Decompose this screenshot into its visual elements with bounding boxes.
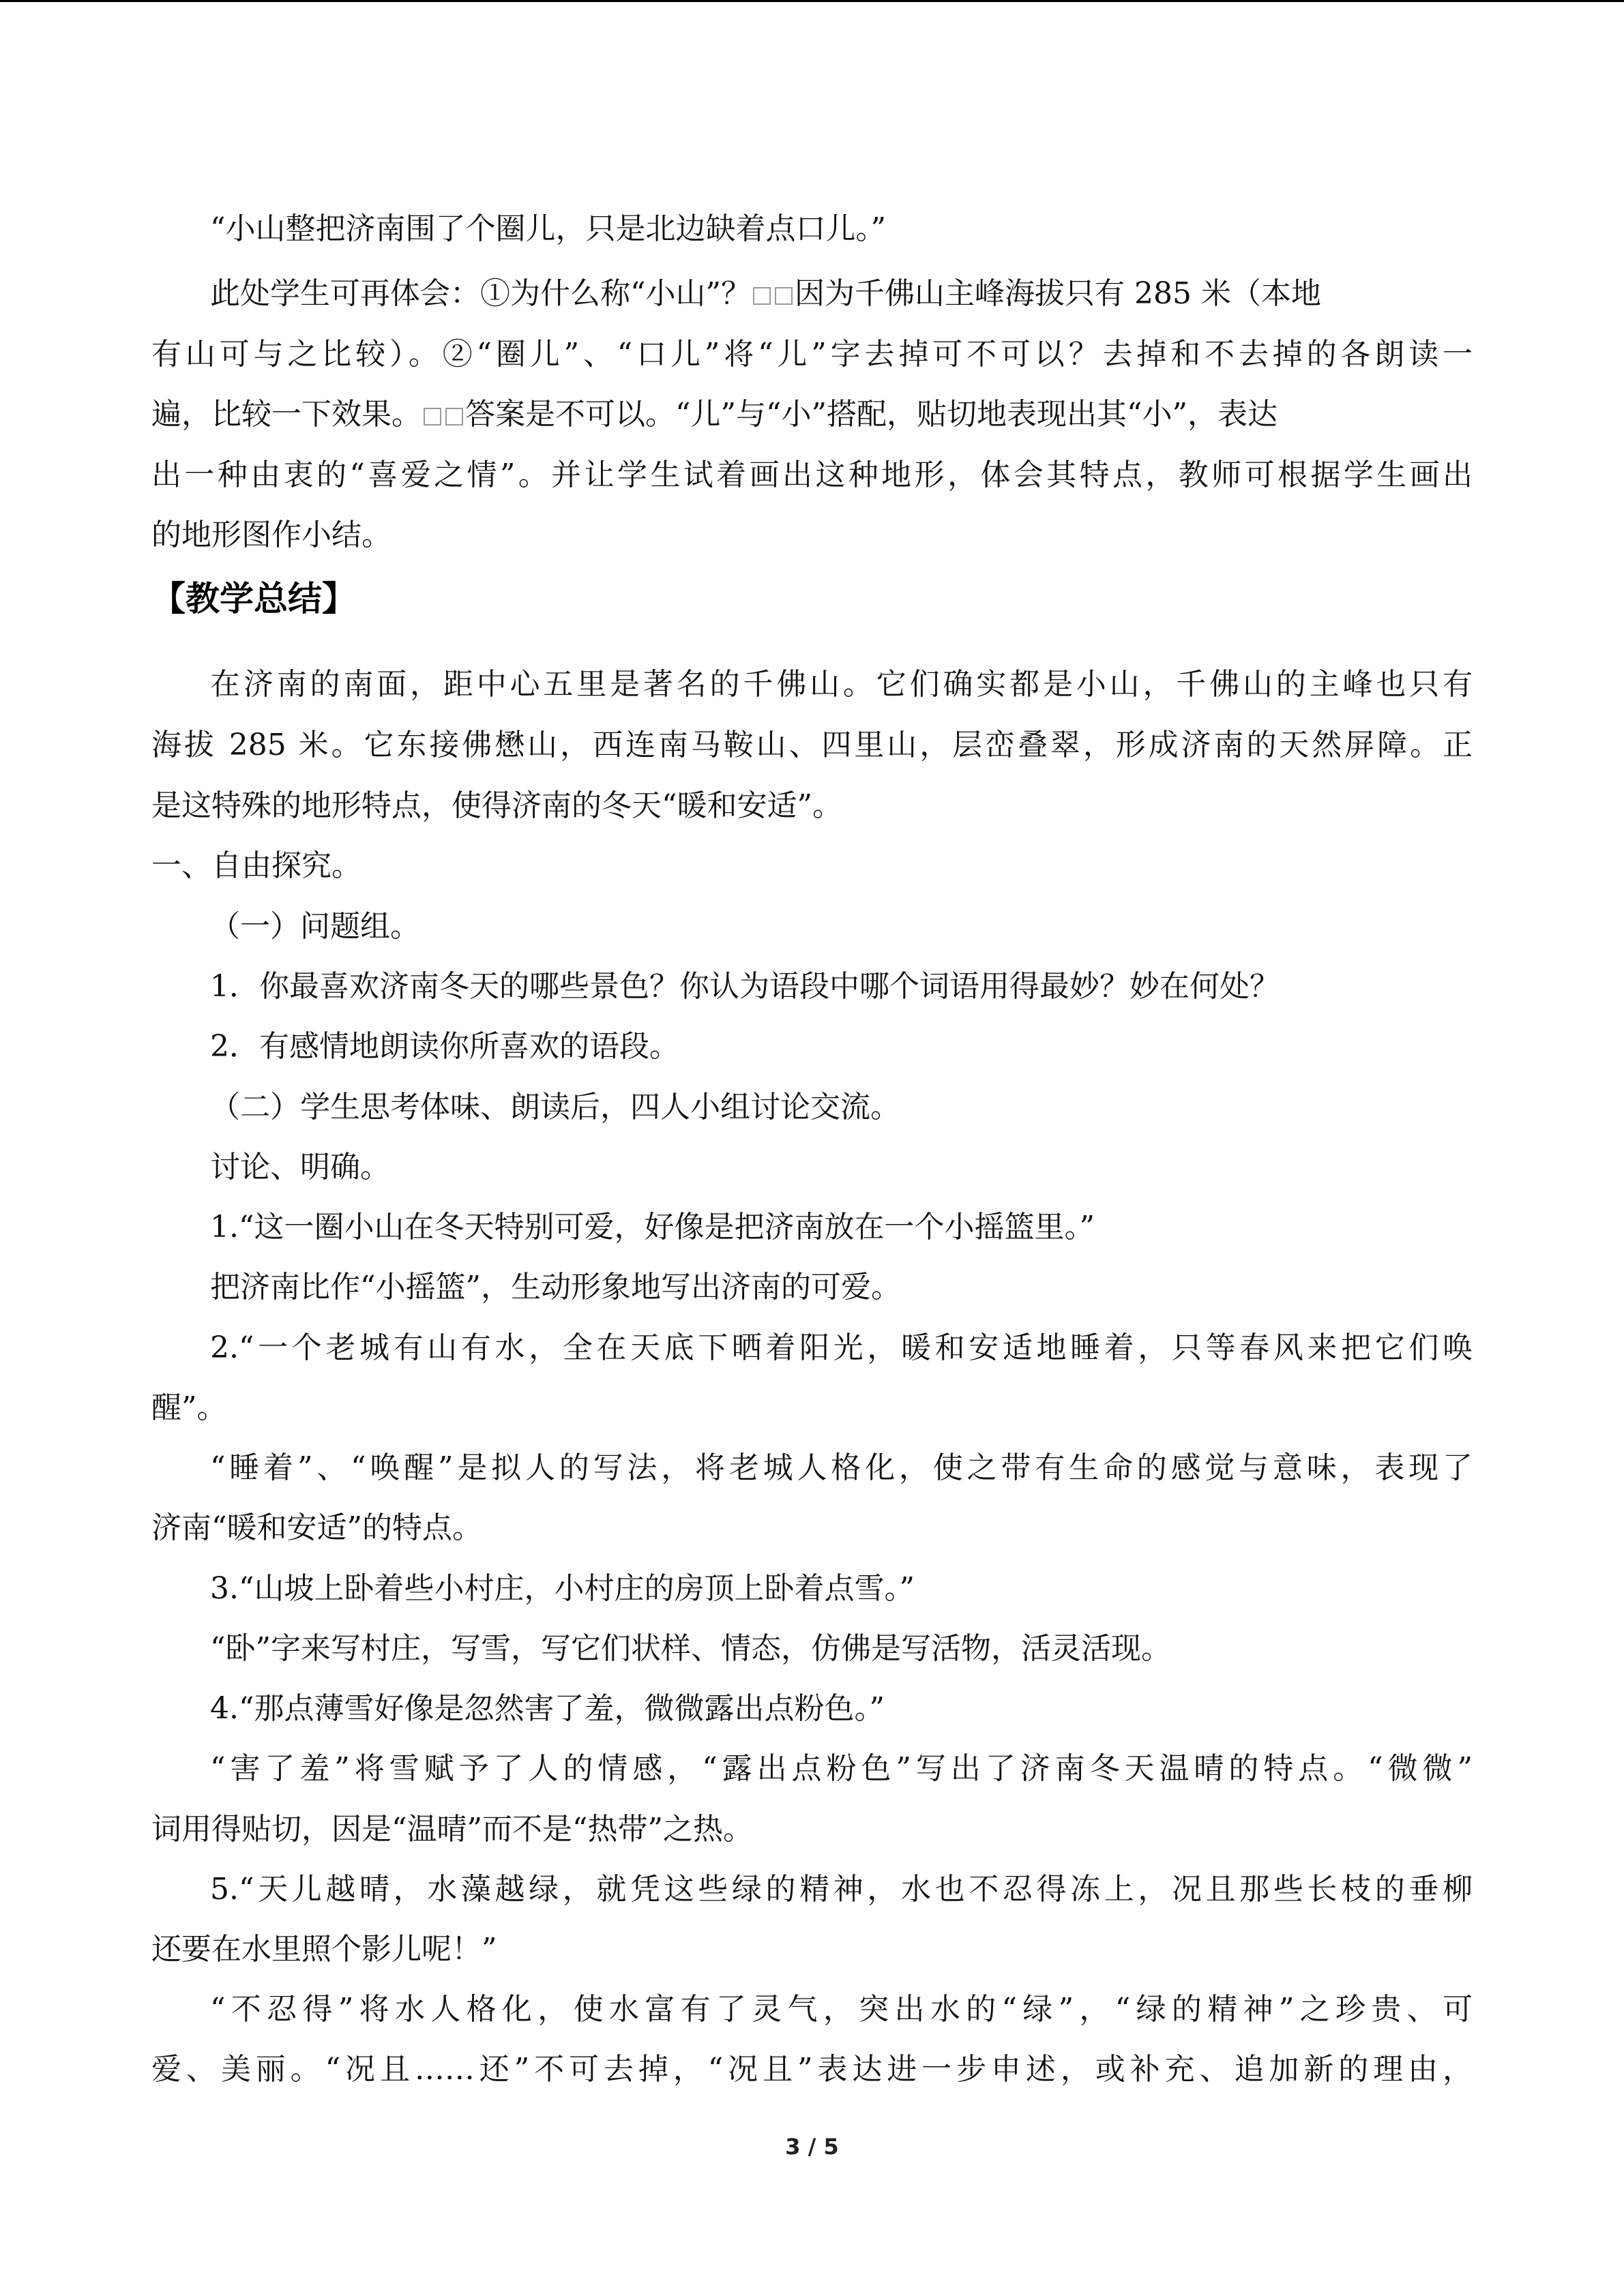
missing-glyph-box [445,408,463,426]
subsection-title: （二）学生思考体味、朗读后，四人小组讨论交流。 [210,1090,900,1124]
text-segment: 因为千佛山主峰海拔只有 285 米（本地 [795,276,1321,311]
paragraph-line: 词用得贴切，因是“温晴”而不是“热带”之热。 [151,1812,753,1847]
paragraph-line: 讨论、明确。 [210,1150,390,1184]
missing-glyph-box [775,287,793,305]
quote-line: 1.“这一圈小山在冬天特别可爱，好像是把济南放在一个小摇篮里。” [210,1210,1095,1244]
paragraph-line: 海拔 285 米。它东接佛懋山，西连南马鞍山、四里山，层峦叠翠，形成济南的天然屏障。正 [151,728,1473,762]
paragraph-line [151,394,1278,435]
paragraph-line: 把济南比作“小摇篮”，生动形象地写出济南的可爱。 [210,1270,901,1304]
question-item: 2．有感情地朗读你所喜欢的语段。 [210,1029,679,1064]
quote-line: “小山整把济南围了个圈儿，只是北边缺着点口儿。” [210,211,886,246]
missing-glyph-box [753,287,771,305]
quote-line: 还要在水里照个影儿呢！” [151,1932,497,1967]
paragraph-line: 的地形图作小结。 [151,518,392,552]
section-heading: 【教学总结】 [151,579,356,618]
question-item: 1．你最喜欢济南冬天的哪些景色？你认为语段中哪个词语用得最妙？妙在何处？ [210,969,1280,1004]
section-title: 一、自由探究。 [151,848,361,883]
paragraph-line: “卧”字来写村庄，写雪，写它们状样、情态，仿佛是写活物，活灵活现。 [210,1631,1171,1666]
quote-line: 4.“那点薄雪好像是忽然害了羞，微微露出点粉色。” [210,1691,885,1726]
paragraph-line [210,273,1321,314]
quote-line: 3.“山坡上卧着些小村庄，小村庄的房顶上卧着点雪。” [210,1571,915,1606]
quote-line: 2.“一个老城有山有水，全在天底下晒着阳光，暖和安适地睡着，只等春风来把它们唤 [210,1330,1473,1365]
page-number: 3 / 5 [785,2134,839,2160]
subsection-title: （一）问题组。 [210,909,420,944]
quote-line: 醒”。 [151,1390,227,1425]
paragraph-line: “害了羞”将雪赋予了人的情感，“露出点粉色”写出了济南冬天温晴的特点。“微微” [210,1751,1473,1786]
text-segment: 答案是不可以。“儿”与“小”搭配，贴切地表现出其“小”，表达 [465,397,1278,432]
quote-line: 5.“天儿越晴，水藻越绿，就凭这些绿的精神，水也不忍得冻上，况且那些长枝的垂柳 [210,1872,1473,1907]
top-border-rule [0,0,1624,2]
paragraph-line: 在济南的南面，距中心五里是著名的千佛山。它们确实都是小山，千佛山的主峰也只有 [210,667,1473,702]
paragraph-line: “睡着”、“唤醒”是拟人的写法，将老城人格化，使之带有生命的感觉与意味，表现了 [210,1450,1473,1485]
text-segment: 此处学生可再体会：①为什么称“小山”？ [210,276,751,311]
text-segment: 遍，比较一下效果。 [151,397,422,432]
missing-glyph-box [424,408,441,426]
paragraph-line: 出一种由衷的“喜爱之情”。并让学生试着画出这种地形，体会其特点，教师可根据学生画出 [151,458,1473,492]
paragraph-line: 爱、美丽。“况且……还”不可去掉，“况且”表达进一步申述，或补充、追加新的理由， [151,2052,1473,2087]
paragraph-line: 济南“暖和安适”的特点。 [151,1510,482,1545]
paragraph-line: 有山可与之比较）。②“圈儿”、“口儿”将“儿”字去掉可不可以？去掉和不去掉的各朗读一 [151,337,1473,372]
paragraph-line: “不忍得”将水人格化，使水富有了灵气，突出水的“绿”，“绿的精神”之珍贵、可 [210,1992,1473,2027]
paragraph-line: 是这特殊的地形特点，使得济南的冬天“暖和安适”。 [151,788,842,823]
